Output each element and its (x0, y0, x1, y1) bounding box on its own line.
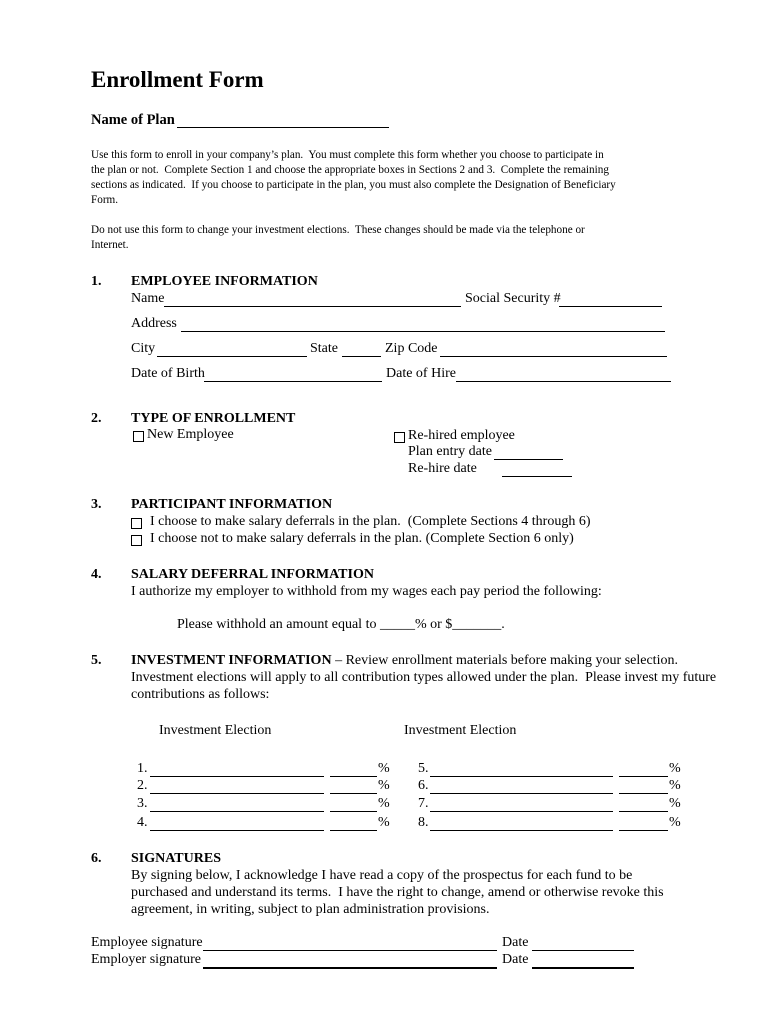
signature-text: agreement, in writing, subject to plan administration provisions. (131, 902, 490, 917)
election-fund-field[interactable] (150, 775, 324, 777)
percent-sign: % (669, 815, 681, 830)
election-number: 3. (137, 796, 148, 811)
rehire-date-field[interactable] (502, 475, 572, 477)
employer-date-field[interactable] (532, 966, 634, 969)
doh-label: Date of Hire (386, 366, 456, 381)
election-percent-field[interactable] (619, 775, 668, 777)
section-number: 5. (91, 653, 102, 668)
section-heading: INVESTMENT INFORMATION (131, 653, 332, 668)
authorize-text: I authorize my employer to withhold from my wages each pay period the following: (131, 584, 602, 599)
name-of-plan-label: Name of Plan (91, 112, 175, 128)
name-field[interactable] (164, 305, 461, 307)
election-number: 8. (418, 815, 429, 830)
plan-entry-label: Plan entry date (408, 444, 492, 459)
election-percent-field[interactable] (619, 810, 668, 812)
dob-field[interactable] (204, 380, 382, 382)
dob-label: Date of Birth (131, 366, 205, 381)
rehired-label: Re-hired employee (408, 428, 515, 443)
state-label: State (310, 341, 338, 356)
defer-yes-checkbox[interactable] (131, 518, 142, 529)
intro-line: the plan or not. Complete Section 1 and choose the appropriate boxes in Sections 2 and 3. Complete the remaining (91, 164, 609, 176)
ssn-field[interactable] (559, 305, 662, 307)
zip-label: Zip Code (385, 341, 438, 356)
new-employee-label: New Employee (147, 427, 234, 442)
section-number: 3. (91, 497, 102, 512)
page-title: Enrollment Form (91, 67, 264, 92)
name-label: Name (131, 291, 165, 306)
date-label: Date (502, 935, 529, 950)
election-percent-field[interactable] (619, 829, 668, 831)
section-heading: PARTICIPANT INFORMATION (131, 497, 333, 512)
rehired-checkbox[interactable] (394, 432, 405, 443)
section-number: 1. (91, 274, 102, 289)
election-percent-field[interactable] (330, 792, 377, 794)
election-number: 6. (418, 778, 429, 793)
election-percent-field[interactable] (330, 775, 377, 777)
percent-sign: % (378, 815, 390, 830)
percent-sign: % (669, 778, 681, 793)
election-number: 7. (418, 796, 429, 811)
note-line: Internet. (91, 239, 129, 251)
election-fund-field[interactable] (430, 792, 613, 794)
election-fund-field[interactable] (150, 829, 324, 831)
intro-line: Use this form to enroll in your company’s plan. You must complete this form whether you choose to participate in (91, 149, 604, 161)
column-header: Investment Election (404, 723, 517, 738)
city-label: City (131, 341, 156, 356)
section-number: 4. (91, 567, 102, 582)
employee-signature-label: Employee signature (91, 935, 203, 950)
election-fund-field[interactable] (430, 775, 613, 777)
zip-field[interactable] (440, 355, 667, 357)
investment-text: Investment elections will apply to all contribution types allowed under the plan. Please invest my future (131, 670, 717, 685)
employee-date-field[interactable] (532, 949, 634, 951)
percent-sign: % (378, 778, 390, 793)
election-number: 2. (137, 778, 148, 793)
column-header: Investment Election (159, 723, 272, 738)
defer-yes-label: I choose to make salary deferrals in the plan. (Complete Sections 4 through 6) (150, 514, 591, 529)
defer-no-checkbox[interactable] (131, 535, 142, 546)
section-heading: TYPE OF ENROLLMENT (131, 411, 296, 426)
section-number: 2. (91, 411, 102, 426)
name-of-plan-field[interactable] (177, 126, 389, 128)
date-label: Date (502, 952, 529, 967)
election-number: 1. (137, 761, 148, 776)
intro-line: Form. (91, 194, 119, 206)
section-heading: SIGNATURES (131, 851, 221, 866)
plan-entry-field[interactable] (494, 458, 563, 460)
section-heading: EMPLOYEE INFORMATION (131, 274, 318, 289)
election-fund-field[interactable] (150, 792, 324, 794)
election-fund-field[interactable] (430, 829, 613, 831)
election-number: 4. (137, 815, 148, 830)
city-field[interactable] (157, 355, 307, 357)
election-percent-field[interactable] (330, 810, 377, 812)
investment-text: contributions as follows: (131, 687, 270, 702)
withhold-text: Please withhold an amount equal to _____% or $_______. (177, 617, 505, 632)
election-number: 5. (418, 761, 429, 776)
rehire-date-label: Re-hire date (408, 461, 477, 476)
employer-signature-label: Employer signature (91, 952, 202, 967)
address-field[interactable] (181, 330, 665, 332)
percent-sign: % (378, 796, 390, 811)
section-number: 6. (91, 851, 102, 866)
employer-signature-field[interactable] (203, 966, 497, 969)
percent-sign: % (669, 796, 681, 811)
percent-sign: % (378, 761, 390, 776)
signature-text: purchased and understand its terms. I have the right to change, amend or otherwise revoke this (131, 885, 664, 900)
percent-sign: % (669, 761, 681, 776)
employee-signature-field[interactable] (203, 949, 497, 951)
election-fund-field[interactable] (430, 810, 613, 812)
section-heading-line (131, 654, 678, 668)
note-line: Do not use this form to change your investment elections. These changes should be made via the telephone or (91, 224, 585, 236)
address-label: Address (131, 316, 177, 331)
defer-no-label: I choose not to make salary deferrals in the plan. (Complete Section 6 only) (150, 531, 574, 546)
new-employee-checkbox[interactable] (133, 431, 144, 442)
ssn-label: Social Security # (465, 291, 561, 306)
section-intro: – Review enrollment materials before making your selection. (331, 653, 678, 668)
intro-line: sections as indicated. If you choose to participate in the plan, you must also complete the Designation of Beneficiary (91, 179, 616, 191)
election-percent-field[interactable] (330, 829, 377, 831)
election-fund-field[interactable] (150, 810, 324, 812)
election-percent-field[interactable] (619, 792, 668, 794)
state-field[interactable] (342, 355, 381, 357)
signature-text: By signing below, I acknowledge I have read a copy of the prospectus for each fund to be (131, 868, 633, 883)
doh-field[interactable] (456, 380, 671, 382)
section-heading: SALARY DEFERRAL INFORMATION (131, 567, 374, 582)
